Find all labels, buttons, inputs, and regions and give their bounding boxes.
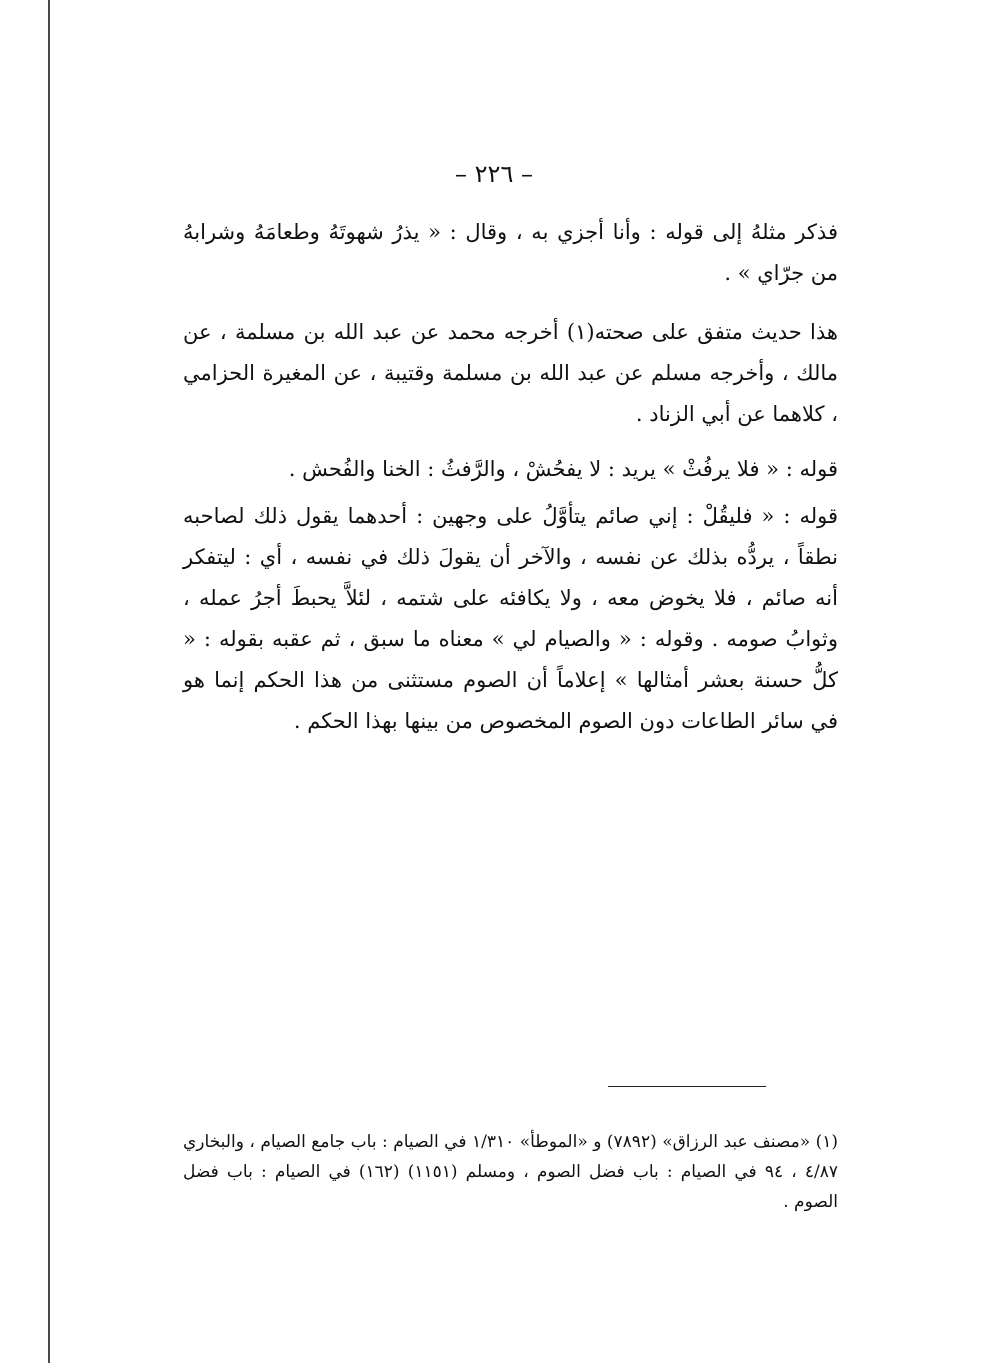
paragraph-2: هذا حديث متفق على صحته(١) أخرجه محمد عن عبد الله بن مسلمة ، عن مالك ، وأخرجه مسلم عن عبد الله بن مسلمة وقتيبة ، عن المغيرة الحزامي ، كلاهما عن أبي الزناد . <box>183 320 838 426</box>
footnote <box>183 1127 838 1217</box>
footnote-divider <box>608 1086 766 1087</box>
paragraph-3: قوله : « فلا يرفُثْ » يريد : لا يفحُشْ ، والرَّفثُ : الخنا والفُحش . <box>288 457 838 481</box>
main-text <box>183 212 838 742</box>
paragraph-1: فذكر مثلهُ إلى قوله : وأنا أجزي به ، وقال : « يذرُ شهوتَهُ وطعامَهُ وشرابهُ من جرّاي » . <box>183 220 838 285</box>
footnote-1: (١) «مصنف عبد الرزاق» (٧٨٩٢) و «الموطأ» ١/٣١٠ في الصيام : باب جامع الصيام ، والبخاري ٤/٨٧ ، ٩٤ في الصيام : باب فضل الصوم ، ومسلم (١١٥١) (١٦٢) في الصيام : باب فضل الصوم . <box>183 1132 839 1212</box>
paragraph-4: قوله : « فليقُلْ : إني صائم يتأوَّلُ على وجهين : أحدهما يقول ذلك لصاحبه نطقاً ، يردُّه بذلك عن نفسه ، والآخر أن يقولَ ذلك في نفسه ، أي : ليتفكر أنه صائم ، فلا يخوض معه ، ولا يكافئه على شتمه ، لئلاَّ يحبطَ أجرُ عمله ، وثوابُ صومه . وقوله : « والصيام لي » معناه ما سبق ، ثم عقبه بقوله : « كلُّ حسنة بعشر أمثالها » إعلاماً أن الصوم مستثنى من هذا الحكم إنما هو في سائر الطاعات دون الصوم المخصوص من بينها بهذا الحكم . <box>183 504 838 733</box>
page-number: – ٢٢٦ – <box>455 160 533 188</box>
page-binding-line <box>48 0 50 1363</box>
